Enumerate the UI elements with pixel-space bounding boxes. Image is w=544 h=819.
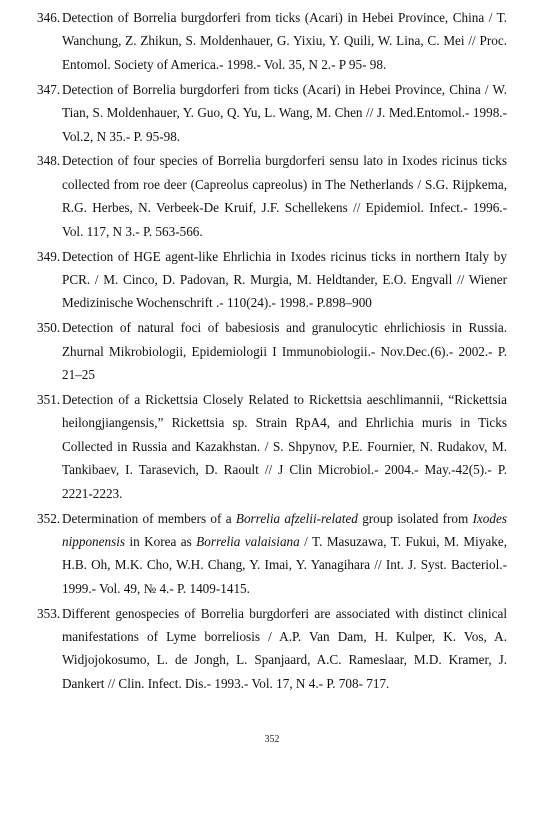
reference-text [62, 82, 507, 144]
reference-text-part: Detection of a Rickettsia Closely Related to Rickettsia aeschlimannii, “Rickettsia heilongjiangensis,” Rickettsia sp. Strain RpA4, and Ehrlichia muris in Ticks Collected in Russia and Kazakhstan. / S. Shpynov, P.E. Fournier, N. Rudakov, M. Tankibaev, I. Tarasevich, D. Raoult // J Clin Microbiol.- 2004.- May.-42(5).- P. 2221-2223. [62, 392, 507, 501]
reference-text [62, 10, 507, 72]
reference-text-part: Detection of four species of Borrelia burgdorferi sensu lato in Ixodes ricinus ticks collected from roe deer (Capreolus capreolus) in The Netherlands / S.G. Rijpkema, R.G. Herbes, N. Verbeek-De Kruif, J.F. Schellekens // Epidemiol. Infect.- 1996.- Vol. 117, N 3.- P. 563-566. [62, 153, 507, 239]
reference-item [37, 78, 507, 148]
reference-item [37, 507, 507, 601]
reference-text-part-italic: Ixodes nipponensis [62, 510, 507, 549]
reference-number: 352. [37, 510, 61, 526]
reference-text [62, 249, 507, 311]
reference-item [37, 388, 507, 505]
reference-text [62, 606, 507, 691]
page-number: 352 [264, 734, 280, 745]
reference-text [62, 511, 507, 596]
reference-number: 347. [37, 81, 61, 97]
reference-item [37, 316, 507, 386]
reference-text-part: Detection of HGE agent-like Ehrlichia in Ixodes ricinus ticks in northern Italy by PCR. / M. Cinco, D. Padovan, R. Murgia, M. Heldtander, E.O. Engvall // Wiener Medizinische Wochenschrift .- 110(24).- 1998.- P.898–900 [62, 248, 507, 311]
reference-list [37, 6, 507, 697]
reference-number: 349. [37, 248, 61, 264]
reference-number: 351. [37, 392, 61, 407]
reference-number: 348. [37, 153, 61, 169]
reference-text-part: Determination of members of a [62, 510, 236, 526]
reference-text [62, 153, 507, 238]
reference-number: 353. [37, 605, 61, 621]
reference-text-part: in Korea as [125, 533, 197, 549]
reference-text-part-italic: Borrelia valaisiana [196, 533, 300, 549]
reference-item [37, 149, 507, 243]
reference-text-part: / T. Masuzawa, T. Fukui, M. Miyake, H.B. Oh, M.K. Cho, W.H. Chang, Y. Imai, Y. Yanagihara // Int. J. Syst. Bacteriol.- 1999.- Vol. 49, № 4.- P. 1409-1415. [62, 533, 507, 596]
reference-text-part: Detection of natural foci of babesiosis and granulocytic ehrlichiosis in Russia. Zhurnal Mikrobiologii, Epidemiologii I Immunobiologii.- Nov.Dec.(6).- 2002.- P. 21–25 [62, 320, 507, 383]
reference-text [62, 320, 507, 382]
reference-text-part: Different genospecies of Borrelia burgdorferi are associated with distinct clinical manifestations of Lyme borreliosis / A.P. Van Dam, H. Kulper, K. Vos, A. Widjojokosumo, L. de Jongh, L. Spanjaard, A.C. Rameslaar, M.D. Kramer, J. Dankert // Clin. Infect. Dis.- 1993.- Vol. 17, N 4.- P. 708- 717. [62, 605, 507, 691]
reference-number: 346. [37, 10, 61, 25]
reference-text-part: group isolated from [357, 510, 473, 526]
reference-text-part: Detection of Borrelia burgdorferi from ticks (Acari) in Hebei Province, China / T. Wanchung, Z. Zhikun, S. Moldenhauer, G. Yixiu, Y. Quili, W. Lina, C. Mei // Proc. Entomol. Society of America.- 1998.- Vol. 35, N 2.- P 95- 98. [62, 10, 507, 72]
reference-text-part-italic: Borrelia afzelii-related [235, 510, 358, 526]
reference-text-part: Detection of Borrelia burgdorferi from ticks (Acari) in Hebei Province, China / W. Tian, S. Moldenhauer, Y. Guo, Q. Yu, L. Wang, M. Chen // J. Med.Entomol.- 1998.- Vol.2, N 35.- P. 95-98. [62, 81, 507, 144]
reference-item [37, 602, 507, 696]
reference-text [62, 392, 507, 501]
reference-item [37, 245, 507, 315]
reference-number: 350. [37, 320, 61, 336]
reference-item [37, 6, 507, 76]
